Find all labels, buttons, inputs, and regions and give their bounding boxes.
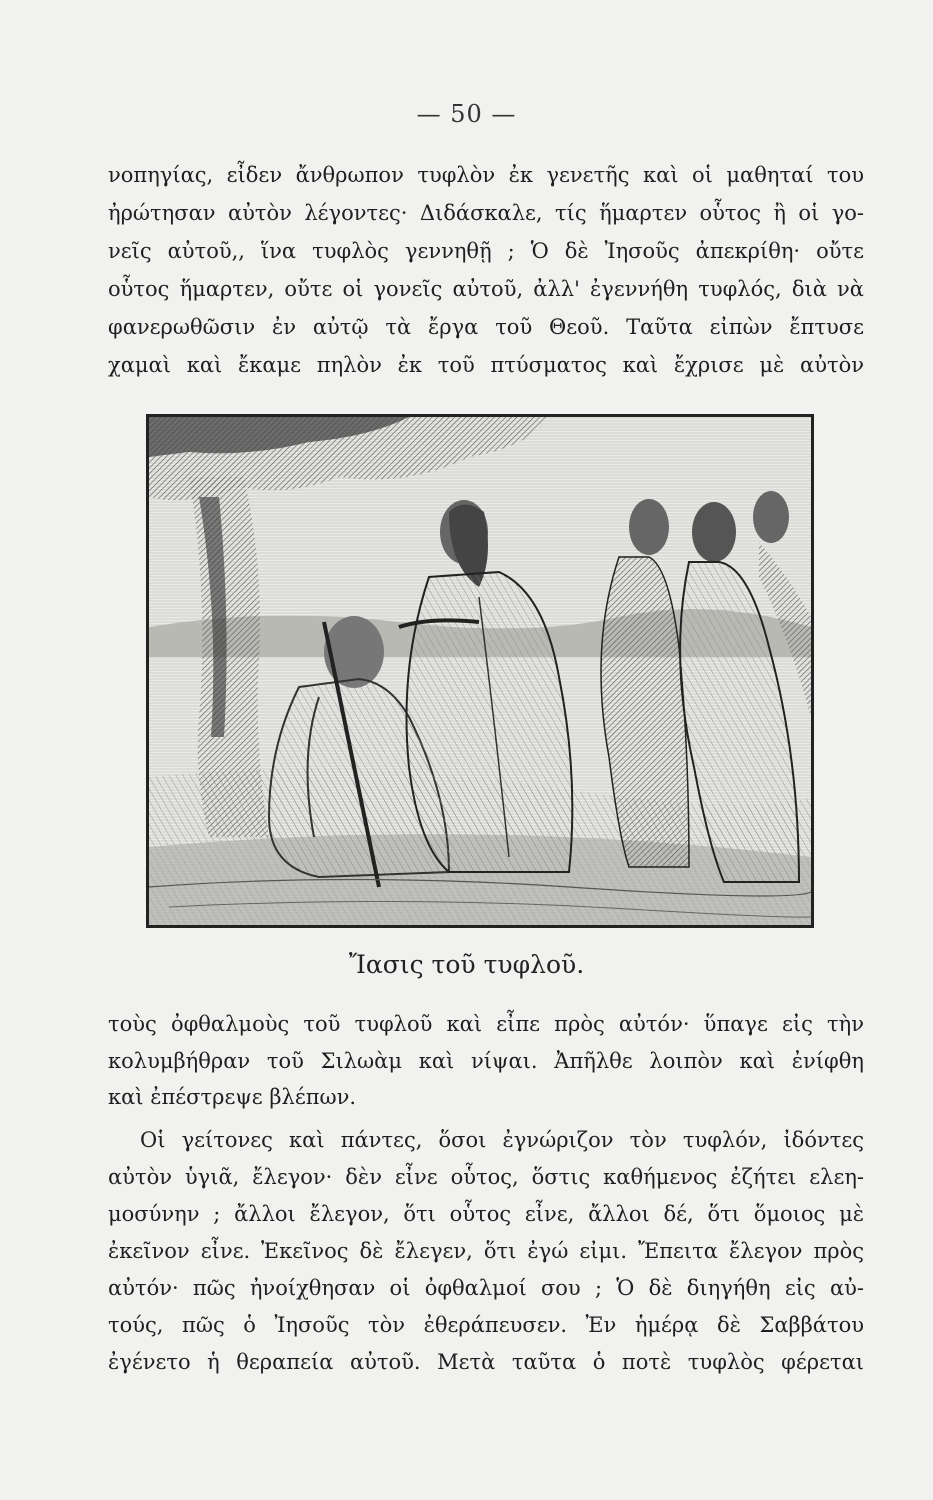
text-line: ἐγένετο ἡ θεραπεία αὐτοῦ. Μετὰ ταῦτα ὁ ποτὲ τυφλὸς φέρεται xyxy=(108,1349,864,1374)
paragraph xyxy=(108,1122,864,1381)
text-line: νεῖς αὐτοῦ,, ἵνα τυφλὸς γεννηθῇ ; Ὁ δὲ Ἰησοῦς ἀπεκρίθη· οὔτε xyxy=(108,239,864,263)
text-line: τούς, πῶς ὁ Ἰησοῦς τὸν ἐθεράπευσεν. Ἐν ἡμέρᾳ δὲ Σαββάτου xyxy=(108,1312,864,1337)
illustration-caption: Ἴασις τοῦ τυφλοῦ. xyxy=(348,950,585,979)
text-line: μοσύνην ; ἄλλοι ἔλεγον, ὅτι οὗτος εἶνε, ἄλλοι δέ, ὅτι ὅμοιος μὲ xyxy=(108,1201,864,1226)
text-line: Οἱ γείτονες καὶ πάντες, ὅσοι ἐγνώριζον τὸν τυφλόν, ἰδόντες xyxy=(140,1127,864,1152)
text-line: αὐτόν· πῶς ἠνοίχθησαν οἱ ὀφθαλμοί σου ; Ὁ δὲ διηγήθη εἰς αὐ- xyxy=(108,1275,864,1300)
text-line: νοπηγίας, εἶδεν ἄνθρωπον τυφλὸν ἐκ γενετῆς καὶ οἱ μαθηταί του xyxy=(108,163,864,187)
text-line: καὶ ἐπέστρεψε βλέπων. xyxy=(108,1085,357,1109)
text-line: αὐτὸν ὑγιᾶ, ἔλεγον· δὲν εἶνε οὗτος, ὅστις καθήμενος ἐζήτει ελεη- xyxy=(108,1164,864,1189)
engraving-illustration xyxy=(146,414,814,928)
text-line: χαμαὶ καὶ ἔκαμε πηλὸν ἐκ τοῦ πτύσματος καὶ ἔχρισε μὲ αὐτὸν xyxy=(108,353,864,377)
text-line: οὗτος ἥμαρτεν, οὔτε οἱ γονεῖς αὐτοῦ, ἀλλ' ἐγεννήθη τυφλός, διὰ νὰ xyxy=(108,277,864,301)
text-line: ἐκεῖνον εἶνε. Ἐκεῖνος δὲ ἔλεγεν, ὅτι ἐγώ εἰμι. Ἔπειτα ἔλεγον πρὸς xyxy=(108,1238,864,1263)
text-line: κολυμβήθραν τοῦ Σιλωὰμ καὶ νίψαι. Ἀπῆλθε λοιπὸν καὶ ἐνίφθη xyxy=(108,1048,864,1073)
page-number: — 50 — xyxy=(416,100,517,128)
bottom-text-block xyxy=(108,1006,864,1381)
text-line: ἠρώτησαν αὐτὸν λέγοντες· Διδάσκαλε, τίς ἥμαρτεν οὗτος ἢ οἱ γο- xyxy=(108,201,864,225)
text-line: φανερωθῶσιν ἐν αὐτῷ τὰ ἔργα τοῦ Θεοῦ. Ταῦτα εἰπὼν ἔπτυσε xyxy=(108,315,864,339)
text-line: τοὺς ὀφθαλμοὺς τοῦ τυφλοῦ καὶ εἶπε πρὸς αὐτόν· ὕπαγε εἰς τὴν xyxy=(108,1012,864,1036)
paragraph xyxy=(108,1006,864,1116)
top-text-block xyxy=(108,156,864,384)
